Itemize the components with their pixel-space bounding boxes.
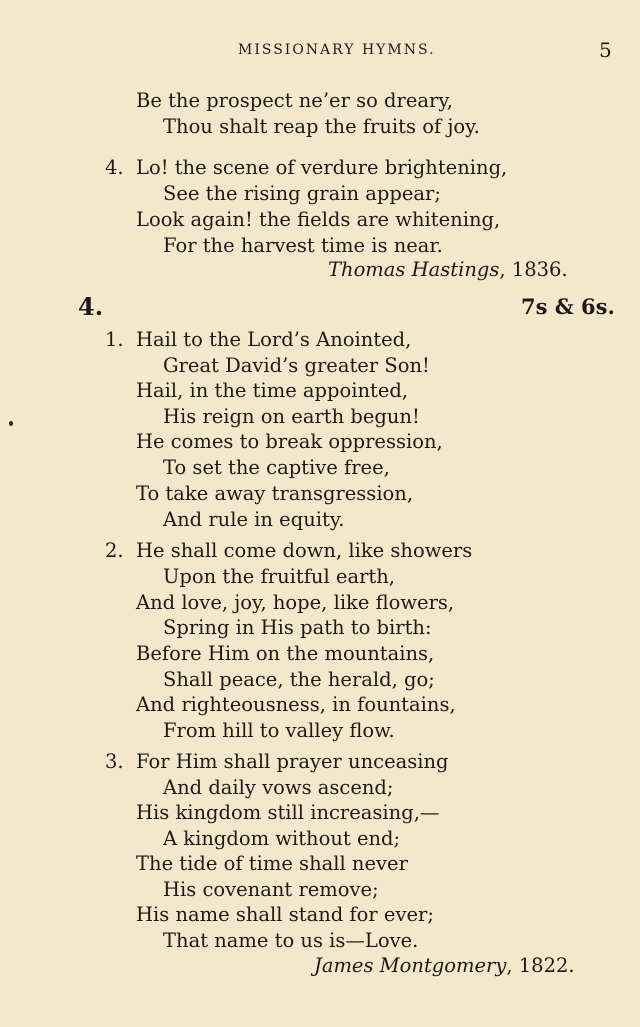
poem-line: Before Him on the mountains, — [136, 642, 435, 665]
poem-line: And righteousness, in fountains, — [136, 693, 456, 716]
poem-line: From hill to valley flow. — [163, 719, 395, 742]
poem-line: Lo! the scene of verdure brightening, — [136, 156, 508, 179]
poem-line: For Him shall prayer unceasing — [136, 750, 449, 773]
poem-line: To take away transgression, — [136, 482, 414, 505]
attribution-year: , 1822. — [506, 954, 575, 977]
poem-line: Shall peace, the herald, go; — [163, 668, 435, 691]
poem-line: A kingdom without end; — [163, 827, 401, 850]
poem-line: And love, joy, hope, like flowers, — [136, 591, 455, 614]
verse-number: 2. — [105, 539, 124, 562]
verse-number: 1. — [105, 328, 124, 351]
poem-line: He shall come down, like showers — [136, 539, 473, 562]
poem-line: Thou shalt reap the fruits of joy. — [163, 115, 480, 138]
poem-line: The tide of time shall never — [136, 852, 408, 875]
hymn-number: 4. — [78, 292, 104, 321]
poem-line: His name shall stand for ever; — [136, 903, 434, 926]
poem-line: Great David’s greater Son! — [163, 354, 430, 377]
page-speck — [9, 421, 13, 426]
poem-line: Spring in His path to birth: — [163, 616, 432, 639]
poem-line: His kingdom still increasing,— — [136, 801, 440, 824]
poem-line: Look again! the fields are whitening, — [136, 208, 501, 231]
poem-line: His covenant remove; — [163, 878, 379, 901]
poem-line: Be the prospect ne’er so dreary, — [136, 89, 453, 112]
poem-line: And daily vows ascend; — [163, 776, 394, 799]
attribution-year: , 1836. — [499, 258, 568, 281]
page-header — [0, 38, 640, 68]
poem-line: To set the captive free, — [163, 456, 390, 479]
attribution-author: James Montgomery — [314, 954, 507, 977]
hymn-attribution — [328, 257, 568, 283]
poem-line: He comes to break oppression, — [136, 430, 443, 453]
poem-line: And rule in equity. — [163, 508, 345, 531]
hymn-meter: 7s & 6s. — [521, 294, 615, 319]
verse-number: 4. — [105, 156, 124, 179]
verse-number: 3. — [105, 750, 124, 773]
poem-line: His reign on earth begun! — [163, 405, 420, 428]
running-title: MISSIONARY HYMNS. — [238, 42, 436, 58]
attribution-author: Thomas Hastings — [328, 258, 500, 281]
poem-line: That name to us is—Love. — [163, 929, 419, 952]
page-number: 5 — [599, 38, 612, 62]
poem-line: Hail to the Lord’s Anointed, — [136, 328, 412, 351]
poem-line: Hail, in the time appointed, — [136, 379, 409, 402]
poem-line: For the harvest time is near. — [163, 234, 443, 257]
poem-line: See the rising grain appear; — [163, 182, 441, 205]
hymn-attribution — [314, 953, 575, 979]
poem-line: Upon the fruitful earth, — [163, 565, 396, 588]
